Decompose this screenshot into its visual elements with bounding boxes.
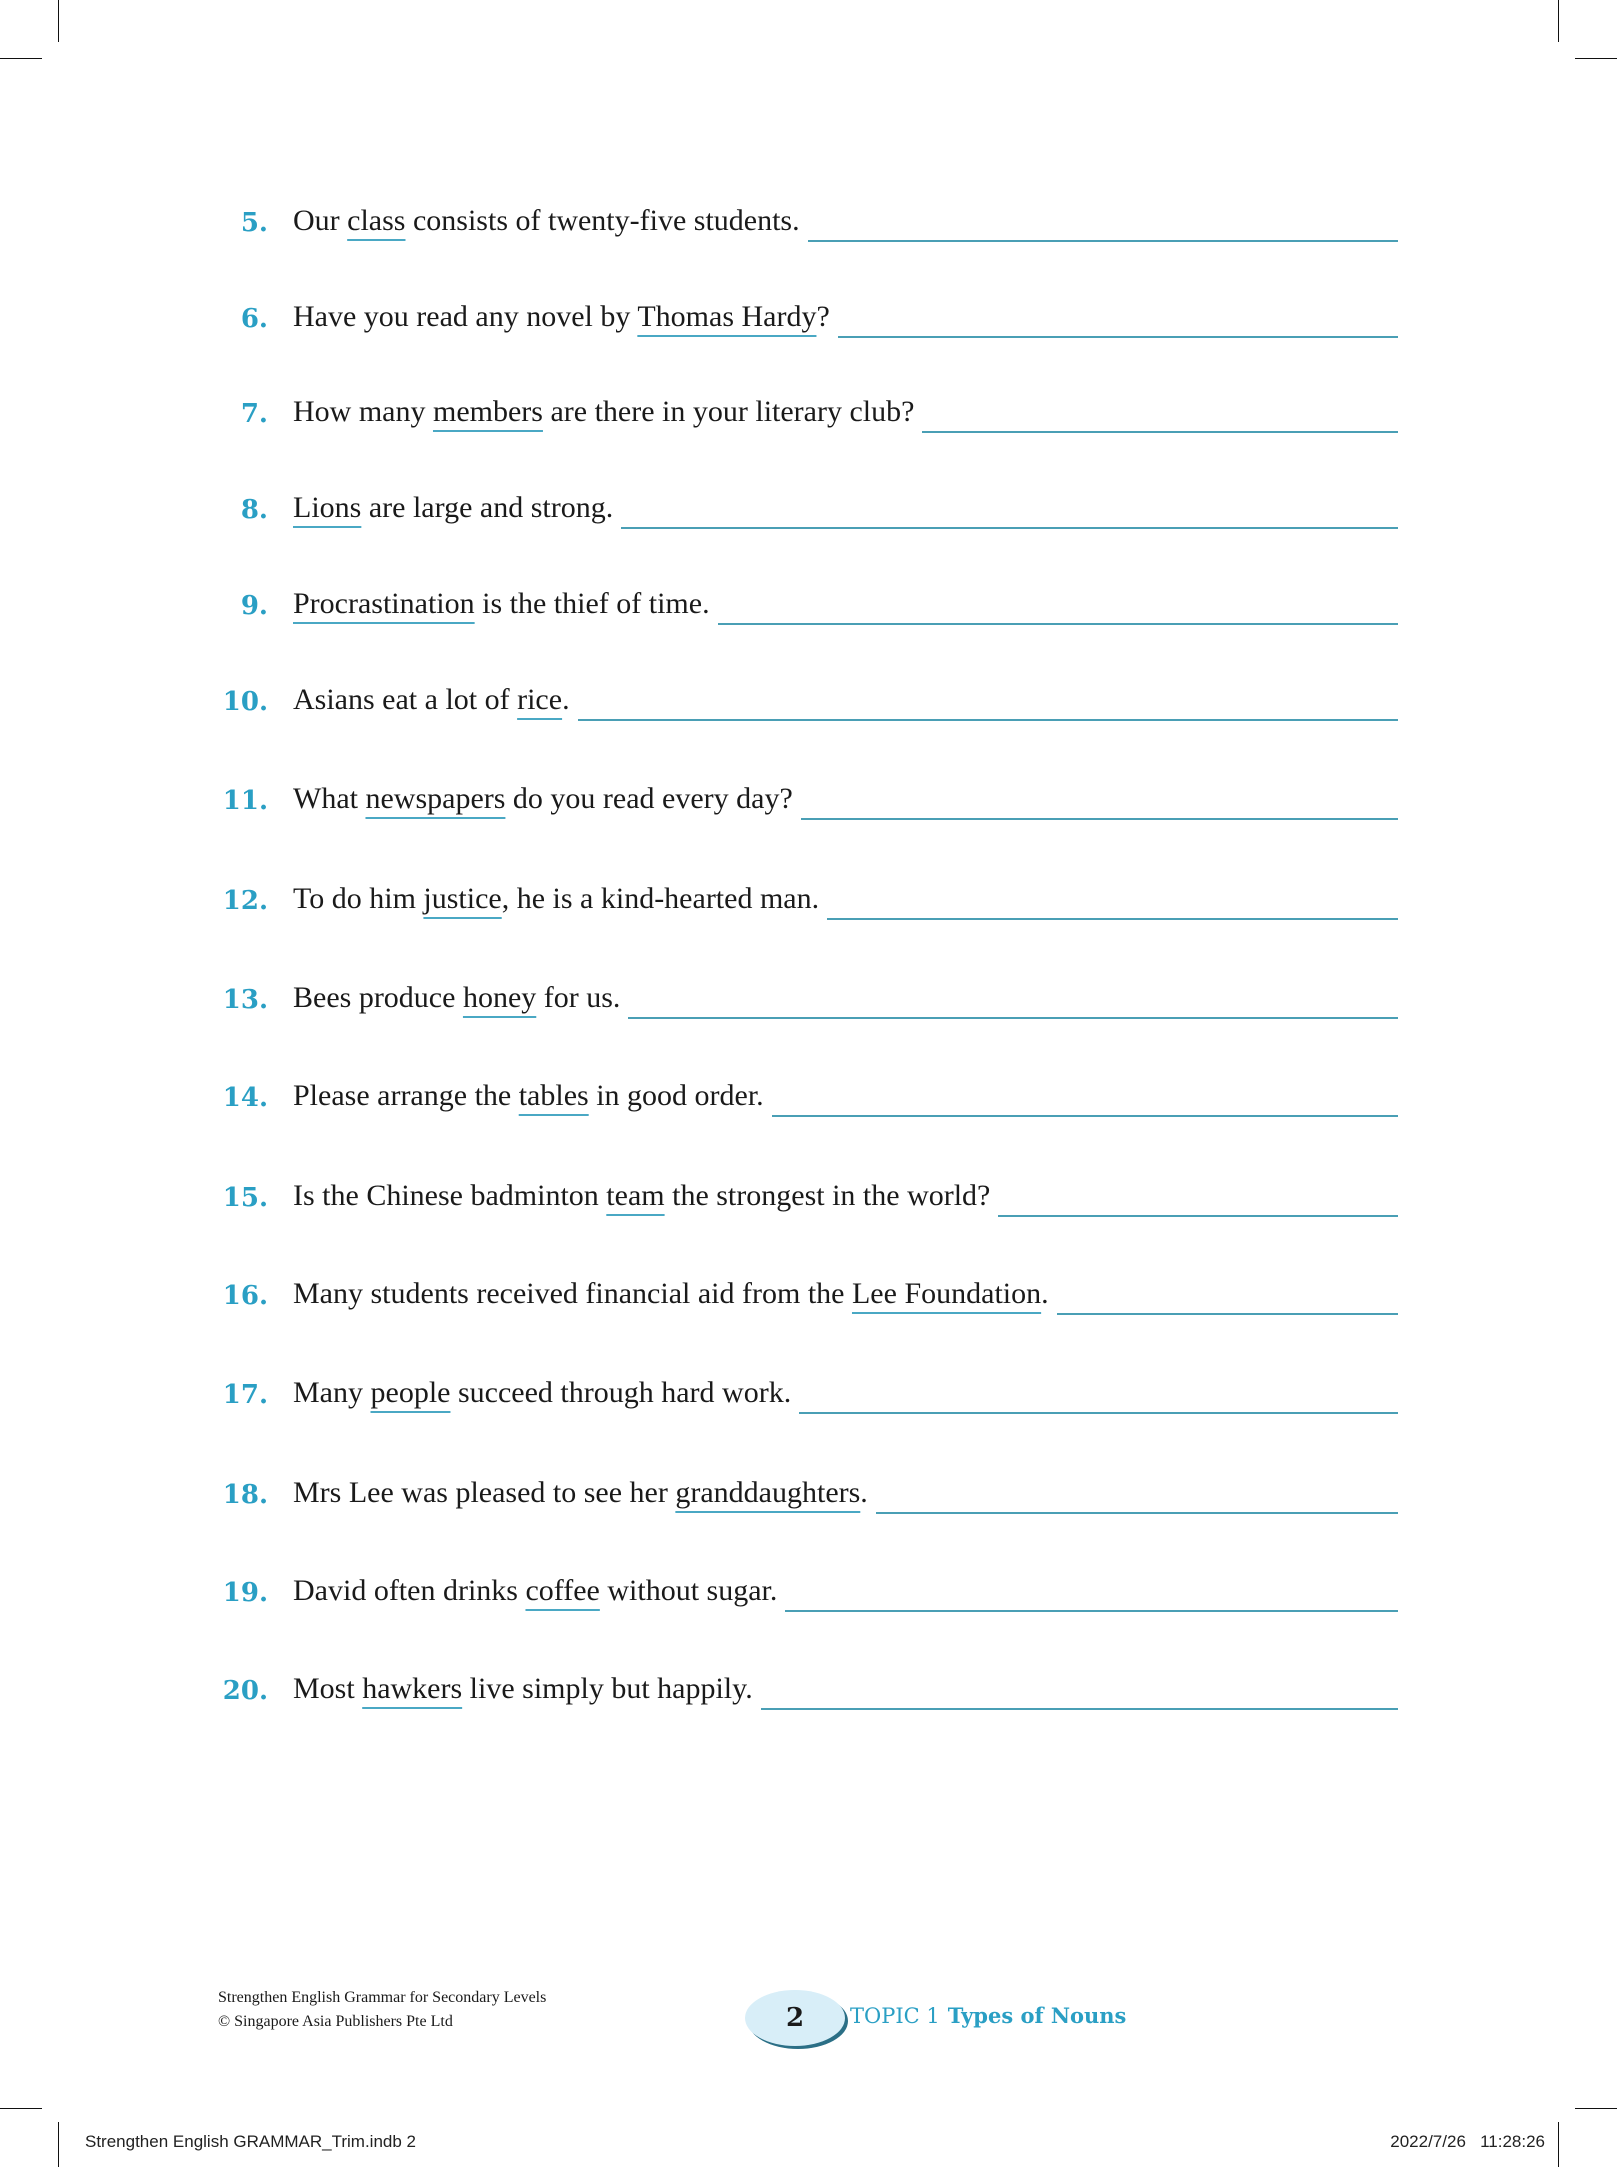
sentence-before: Many students received financial aid from the (293, 1277, 852, 1310)
item-row (293, 489, 1398, 529)
crop-mark-bottom-left-horizontal (0, 2108, 42, 2109)
copyright-notice: © Singapore Asia Publishers Pte Ltd (218, 2013, 453, 2030)
answer-blank[interactable] (876, 1512, 1398, 1514)
item-row (293, 1077, 1398, 1117)
answer-blank[interactable] (827, 918, 1398, 920)
underlined-noun: Thomas Hardy (637, 300, 817, 333)
answer-blank[interactable] (718, 623, 1398, 625)
item-sentence (293, 1478, 868, 1514)
exercise-item (200, 880, 1400, 920)
item-row (293, 1572, 1398, 1612)
exercise-item (200, 1474, 1400, 1514)
item-row (293, 393, 1398, 433)
item-sentence (293, 589, 710, 625)
answer-blank[interactable] (785, 1610, 1398, 1612)
sentence-after: are large and strong. (361, 491, 614, 524)
underlined-noun: justice (423, 882, 502, 915)
sentence-after: the strongest in the world? (664, 1179, 991, 1212)
sentence-after: . (562, 683, 570, 716)
exercise-item (200, 298, 1400, 338)
answer-blank[interactable] (761, 1708, 1398, 1710)
footer-credits (218, 1986, 546, 2034)
item-sentence (293, 1576, 777, 1612)
exercise-item (200, 585, 1400, 625)
item-row (293, 1177, 1398, 1217)
answer-blank[interactable] (801, 818, 1398, 820)
item-number: 13. (222, 985, 268, 1015)
crop-mark-top-right-horizontal (1575, 58, 1617, 59)
exercise-item (200, 979, 1400, 1019)
sentence-after: succeed through hard work. (450, 1376, 792, 1409)
sentence-before: How many (293, 395, 433, 428)
item-row (293, 1474, 1398, 1514)
crop-mark-bottom-right-vertical (1558, 2122, 1559, 2167)
underlined-noun: class (347, 204, 406, 237)
item-sentence (293, 1181, 990, 1217)
sentence-before: To do him (293, 882, 424, 915)
item-row (293, 298, 1398, 338)
exercise-item (200, 1374, 1400, 1414)
sentence-before: Asians eat a lot of (293, 683, 518, 716)
answer-blank[interactable] (998, 1215, 1398, 1217)
sentence-before: Is the Chinese badminton (293, 1179, 607, 1212)
print-slug-filename: Strengthen English GRAMMAR_Trim.indb 2 (85, 2132, 417, 2151)
crop-mark-top-left-horizontal (0, 58, 42, 59)
item-row (293, 585, 1398, 625)
page-number: 2 (785, 2003, 805, 2033)
crop-mark-top-right-vertical (1558, 0, 1559, 42)
sentence-after: , he is a kind-hearted man. (501, 882, 820, 915)
item-sentence (293, 983, 620, 1019)
exercise-item (200, 681, 1400, 721)
answer-blank[interactable] (628, 1017, 1398, 1019)
underlined-noun: newspapers (365, 782, 506, 815)
item-number: 20. (222, 1676, 268, 1706)
item-number: 5. (240, 208, 268, 238)
page-number-badge (745, 1990, 845, 2046)
underlined-noun: tables (518, 1079, 589, 1112)
sentence-after: ? (816, 300, 830, 333)
sentence-after: in good order. (588, 1079, 764, 1112)
topic-title: Types of Nouns (947, 2003, 1127, 2028)
sentence-before: Bees produce (293, 981, 463, 1014)
item-sentence (293, 1378, 791, 1414)
topic-heading (850, 2003, 1126, 2028)
crop-mark-top-left-vertical (58, 0, 59, 42)
item-row (293, 202, 1398, 242)
exercise-item (200, 489, 1400, 529)
item-row (293, 979, 1398, 1019)
underlined-noun: Lions (293, 491, 362, 524)
item-number: 16. (222, 1281, 268, 1311)
sentence-after: . (860, 1476, 868, 1509)
item-sentence (293, 1674, 753, 1710)
sentence-before: Many (293, 1376, 371, 1409)
crop-mark-bottom-right-horizontal (1575, 2108, 1617, 2109)
sentence-after: for us. (536, 981, 621, 1014)
item-sentence (293, 302, 830, 338)
item-number: 8. (240, 495, 268, 525)
answer-blank[interactable] (799, 1412, 1398, 1414)
item-row (293, 681, 1398, 721)
topic-label: TOPIC 1 (850, 2004, 940, 2028)
item-sentence (293, 784, 793, 820)
sentence-before: Mrs Lee was pleased to see her (293, 1476, 676, 1509)
answer-blank[interactable] (838, 336, 1398, 338)
answer-blank[interactable] (621, 527, 1398, 529)
book-title: Strengthen English Grammar for Secondary Levels (218, 1989, 547, 2006)
item-sentence (293, 493, 613, 529)
crop-mark-bottom-left-vertical (58, 2122, 59, 2167)
sentence-before: Please arrange the (293, 1079, 519, 1112)
answer-blank[interactable] (1057, 1313, 1398, 1315)
sentence-before: Have you read any novel by (293, 300, 638, 333)
sentence-after: . (1041, 1277, 1049, 1310)
sentence-after: are there in your literary club? (542, 395, 915, 428)
sentence-before: David often drinks (293, 1574, 526, 1607)
underlined-noun: members (432, 395, 543, 428)
item-number: 15. (222, 1183, 268, 1213)
item-number: 18. (222, 1480, 268, 1510)
item-number: 6. (240, 304, 268, 334)
item-row (293, 780, 1398, 820)
exercise-item (200, 1275, 1400, 1315)
sentence-after: live simply but happily. (462, 1672, 753, 1705)
slug-date: 2022/7/26 (1390, 2132, 1466, 2151)
item-number: 9. (240, 591, 268, 621)
underlined-noun: granddaughters (675, 1476, 861, 1509)
answer-blank[interactable] (808, 240, 1398, 242)
underlined-noun: people (370, 1376, 451, 1409)
item-number: 19. (222, 1578, 268, 1608)
item-number: 17. (222, 1380, 268, 1410)
sentence-before: Most (293, 1672, 363, 1705)
item-row (293, 880, 1398, 920)
underlined-noun: Lee Foundation (851, 1277, 1042, 1310)
underlined-noun: hawkers (362, 1672, 463, 1705)
print-slug-timestamp (1390, 2132, 1545, 2152)
exercise-item (200, 1572, 1400, 1612)
underlined-noun: coffee (525, 1574, 600, 1607)
sentence-before: Our (293, 204, 348, 237)
item-number: 11. (222, 786, 268, 816)
item-sentence (293, 397, 914, 433)
item-number: 10. (222, 687, 268, 717)
exercise-item (200, 202, 1400, 242)
underlined-noun: honey (462, 981, 537, 1014)
item-row (293, 1374, 1398, 1414)
underlined-noun: team (606, 1179, 665, 1212)
item-number: 7. (240, 399, 268, 429)
answer-blank[interactable] (772, 1115, 1398, 1117)
sentence-after: consists of twenty-five students. (405, 204, 800, 237)
exercise-item (200, 780, 1400, 820)
item-sentence (293, 685, 570, 721)
item-number: 12. (222, 886, 268, 916)
item-sentence (293, 884, 819, 920)
slug-time: 11:28:26 (1480, 2132, 1545, 2151)
exercise-item (200, 1670, 1400, 1710)
answer-blank[interactable] (578, 719, 1398, 721)
sentence-after: do you read every day? (505, 782, 793, 815)
answer-blank[interactable] (922, 431, 1398, 433)
underlined-noun: rice (517, 683, 563, 716)
sentence-after: without sugar. (599, 1574, 778, 1607)
item-sentence (293, 1279, 1049, 1315)
underlined-noun: Procrastination (293, 587, 475, 620)
exercise-item (200, 393, 1400, 433)
item-row (293, 1275, 1398, 1315)
sentence-after: is the thief of time. (474, 587, 710, 620)
exercise-item (200, 1077, 1400, 1117)
item-number: 14. (222, 1083, 268, 1113)
item-row (293, 1670, 1398, 1710)
item-sentence (293, 206, 800, 242)
sentence-before: What (293, 782, 366, 815)
item-sentence (293, 1081, 764, 1117)
exercise-item (200, 1177, 1400, 1217)
